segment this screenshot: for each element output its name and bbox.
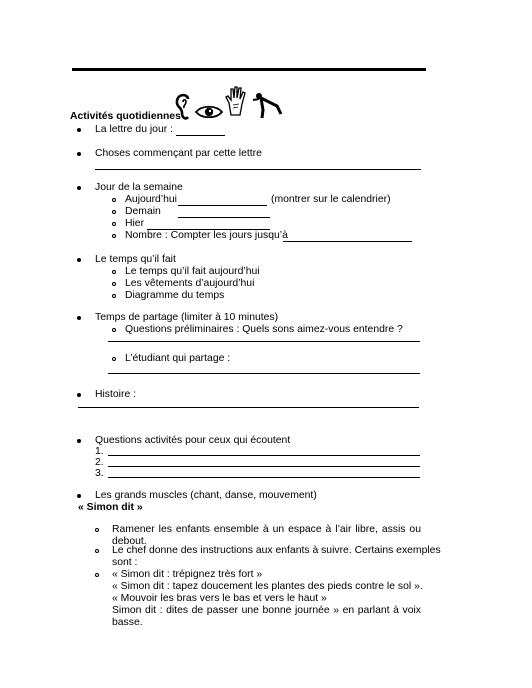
sub-bullet [95,528,99,532]
simon-command-3: « Mouvoir les bras vers le bas et vers le haut » [112,593,327,604]
things-blank[interactable] [95,169,421,170]
sub-bullet [95,573,99,577]
sharing-question: Questions préliminaires : Quels sons aimez-vous entendre ? [125,324,403,335]
weather-diagram: Diagramme du temps [125,290,225,301]
section-title: Activités quotidiennes [70,111,181,122]
sharing-time-label: Temps de partage (limiter à 10 minutes) [95,312,279,323]
sharing-student: L’étudiant qui partage : [125,353,231,364]
question-number: 2. [95,457,104,468]
simon-paragraph-1: Ramener les enfants ensemble à un espace à l’air libre, assis ou [112,524,421,535]
eye-icon [195,105,223,119]
question-blank-3[interactable] [108,477,420,478]
gross-motor-label: Les grands muscles (chant, danse, mouvement) [95,490,317,501]
question-blank-2[interactable] [108,466,420,467]
tomorrow-label: Demain [125,206,161,217]
sub-bullet [95,549,99,553]
simon-command-2: « Simon dit : tapez doucement les plantes des pieds contre le sol ». [112,581,423,592]
questions-label: Questions activités pour ceux qui écoutent [95,435,291,446]
question-number: 3. [95,468,104,479]
sub-bullet [112,210,116,214]
sharing-student-blank[interactable] [108,373,420,374]
sub-bullet [112,198,116,202]
question-number: 1. [95,446,104,457]
sub-bullet [112,270,116,274]
sharing-question-blank[interactable] [108,341,420,342]
sub-bullet [112,222,116,226]
bullet [77,128,81,132]
bullet [77,439,81,443]
simon-command-4-end: basse. [112,617,143,628]
count-days-blank[interactable] [283,241,412,242]
count-days-label: Nombre : Compter les jours jusqu’à [125,230,288,241]
bullet [77,494,81,498]
bullet [77,258,81,262]
weekday-label: Jour de la semaine [95,182,183,193]
yesterday-label: Hier [125,218,145,229]
simon-command-4: Simon dit : dites de passer une bonne journée » en parlant à voix [112,605,421,616]
sub-bullet [112,294,116,298]
letter-blank[interactable] [176,135,225,136]
hand-icon [225,86,247,116]
letter-of-day-label: La lettre du jour : [95,124,173,135]
tomorrow-blank[interactable] [178,217,270,218]
story-blank[interactable] [78,407,419,408]
question-blank-1[interactable] [108,455,420,456]
simon-paragraph-2-end: sont : [112,557,138,568]
simon-command-1: « Simon dit : trépignez très fort » [112,569,263,580]
calendar-note: (montrer sur le calendrier) [271,194,391,205]
clothes-today: Les vêtements d’aujourd’hui [125,278,255,289]
things-label: Choses commençant par cette lettre [95,148,262,159]
sub-bullet [112,234,116,238]
bullet [77,186,81,190]
top-rule [72,68,426,71]
simon-title: « Simon dit » [78,502,143,513]
sub-bullet [112,282,116,286]
story-label: Histoire : [95,389,136,400]
sub-bullet [112,328,116,332]
bullet [77,316,81,320]
weather-label: Le temps qu’il fait [95,254,176,265]
weather-today: Le temps qu’il fait aujourd’hui [125,266,260,277]
bullet [77,152,81,156]
simon-paragraph-1-end: debout. [112,536,147,547]
today-label: Aujourd’hui [125,194,177,205]
sub-bullet [112,357,116,361]
bullet [77,393,81,397]
today-blank[interactable] [178,205,267,206]
stretching-person-icon [251,90,283,120]
ear-icon [174,93,194,121]
simon-paragraph-2: Le chef donne des instructions aux enfants à suivre. Certains exemples [112,545,441,556]
